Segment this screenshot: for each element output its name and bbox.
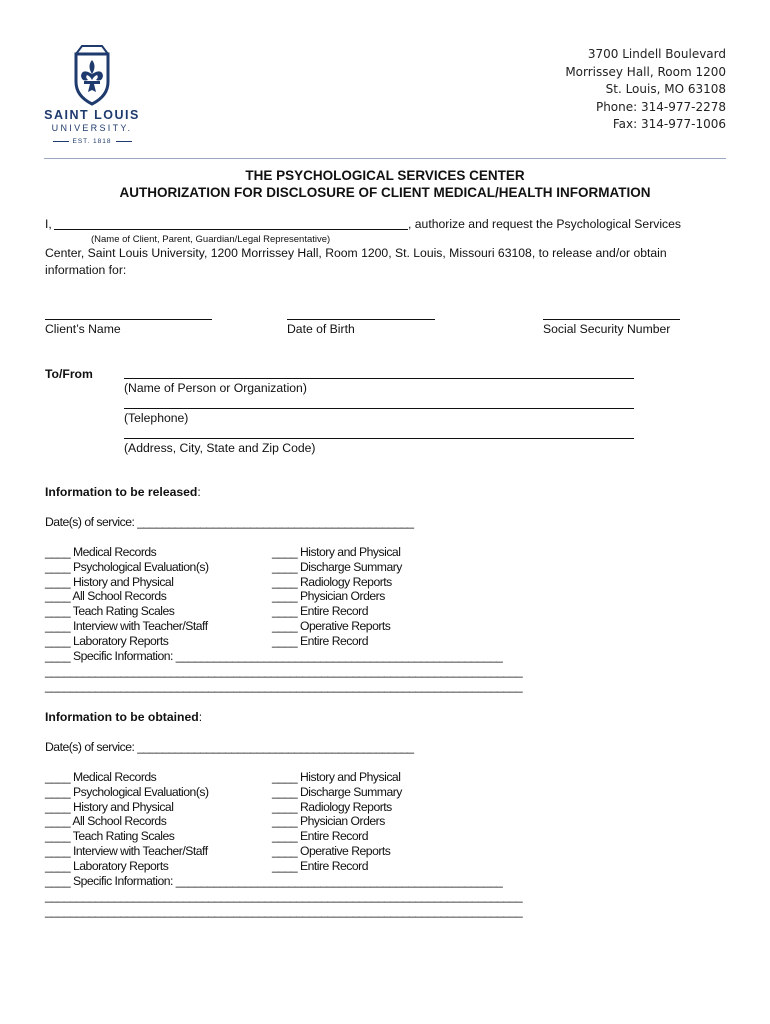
released-checklist-item[interactable]: ____ Psychological Evaluation(s)	[45, 559, 209, 574]
obtained-specific[interactable]: ____ Specific Information: ____________________________________________________	[45, 874, 503, 888]
intro-prefix: I,	[45, 217, 52, 231]
intro-suffix: , authorize and request the Psychological Services	[408, 217, 682, 231]
obtained-checklist-item[interactable]: ____ Entire Record	[272, 858, 369, 873]
address-city: St. Louis, MO 63108	[605, 82, 726, 96]
address-fax: Fax: 314-977-1006	[612, 117, 726, 131]
address-line[interactable]	[124, 438, 634, 439]
released-checklist-item[interactable]: ____ All School Records	[45, 589, 167, 604]
to-from-label: To/From	[45, 367, 93, 381]
released-checklist-item[interactable]: ____ Medical Records	[45, 545, 157, 559]
client-name-line[interactable]	[45, 319, 212, 320]
person-line[interactable]	[124, 378, 634, 379]
dob-label: Date of Birth	[287, 322, 355, 336]
obtained-heading: Information to be obtained:	[45, 710, 203, 724]
telephone-line[interactable]	[124, 408, 634, 409]
released-checklist-item[interactable]: ____ Operative Reports	[272, 619, 391, 633]
obtained-checklist-item[interactable]: ____ History and Physical	[272, 770, 401, 784]
logo-line1: SAINT LOUIS	[44, 108, 140, 122]
intro-hint: (Name of Client, Parent, Guardian/Legal Representative)	[91, 234, 331, 245]
address-street: 3700 Lindell Boulevard	[587, 47, 726, 61]
obtained-checklist-item[interactable]: ____ Entire Record	[272, 829, 369, 844]
obtained-checklist-item[interactable]: ____ Radiology Reports	[272, 799, 392, 814]
intro-line3: information for:	[45, 263, 127, 277]
obtained-checklist-item[interactable]: ____ All School Records	[45, 814, 167, 829]
header-rule	[44, 158, 726, 159]
ssn-line[interactable]	[543, 319, 680, 320]
released-checklist-item[interactable]: ____ Interview with Teacher/Staff	[45, 619, 208, 633]
released-heading: Information to be released:	[45, 485, 201, 499]
ssn-label: Social Security Number	[543, 322, 671, 336]
obtained-checklist-item[interactable]: ____ History and Physical	[45, 799, 174, 814]
address-phone: Phone: 314-977-2278	[595, 99, 726, 114]
obtained-checklist-item[interactable]: ____ Discharge Summary	[272, 784, 402, 799]
telephone-label: (Telephone)	[124, 411, 189, 425]
address-block	[565, 46, 726, 134]
address-label: (Address, City, State and Zip Code)	[124, 441, 316, 455]
logo-est: EST. 1818	[42, 138, 142, 145]
form-title-line1: THE PSYCHOLOGICAL SERVICES CENTER	[245, 168, 525, 183]
released-checklist-item[interactable]: ____ Teach Rating Scales	[45, 604, 175, 619]
address-building: Morrissey Hall, Room 1200	[565, 64, 726, 79]
released-checklist-item[interactable]: ____ Entire Record	[272, 604, 369, 619]
fleur-de-lis-shield-icon	[70, 44, 114, 106]
released-blank2[interactable]: ____________________________________________________________________________	[45, 679, 523, 693]
obtained-checklist-item[interactable]: ____ Laboratory Reports	[45, 858, 169, 873]
obtained-checklist-item[interactable]: ____ Medical Records	[45, 770, 157, 784]
dob-line[interactable]	[287, 319, 435, 320]
released-specific[interactable]: ____ Specific Information: ____________________________________________________	[45, 649, 503, 663]
obtained-checklist-item[interactable]: ____ Psychological Evaluation(s)	[45, 784, 209, 799]
logo-line2: UNIVERSITY.	[51, 123, 133, 133]
intro-line2: Center, Saint Louis University, 1200 Morrissey Hall, Room 1200, St. Louis, Missouri 63108, to release and/or obtain	[45, 246, 667, 260]
obtained-dates[interactable]: Date(s) of service: ____________________________________________	[45, 740, 414, 754]
released-checklist-item[interactable]: ____ History and Physical	[45, 574, 174, 589]
released-checklist-item[interactable]: ____ Physician Orders	[272, 589, 385, 604]
person-label: (Name of Person or Organization)	[124, 381, 307, 395]
released-checklist-item[interactable]: ____ Entire Record	[272, 633, 369, 648]
released-checklist-item[interactable]: ____ Discharge Summary	[272, 559, 402, 574]
obtained-checklist-item[interactable]: ____ Interview with Teacher/Staff	[45, 844, 208, 858]
released-checklist-item[interactable]: ____ Laboratory Reports	[45, 633, 169, 648]
released-checklist-item[interactable]: ____ Radiology Reports	[272, 574, 392, 589]
university-logo	[42, 44, 142, 145]
obtained-checklist-item[interactable]: ____ Teach Rating Scales	[45, 829, 175, 844]
obtained-blank1[interactable]: ____________________________________________________________________________	[45, 889, 523, 903]
obtained-blank2[interactable]: ____________________________________________________________________________	[45, 904, 523, 918]
client-name-input-line[interactable]	[54, 229, 408, 230]
client-name-label: Client’s Name	[45, 322, 121, 336]
released-blank1[interactable]: ____________________________________________________________________________	[45, 664, 523, 678]
released-checklist-item[interactable]: ____ History and Physical	[272, 545, 401, 559]
form-title-line2: AUTHORIZATION FOR DISCLOSURE OF CLIENT MEDICAL/HEALTH INFORMATION	[119, 185, 651, 200]
obtained-checklist-item[interactable]: ____ Physician Orders	[272, 814, 385, 829]
released-dates[interactable]: Date(s) of service: ____________________________________________	[45, 515, 414, 529]
obtained-checklist-item[interactable]: ____ Operative Reports	[272, 844, 391, 858]
